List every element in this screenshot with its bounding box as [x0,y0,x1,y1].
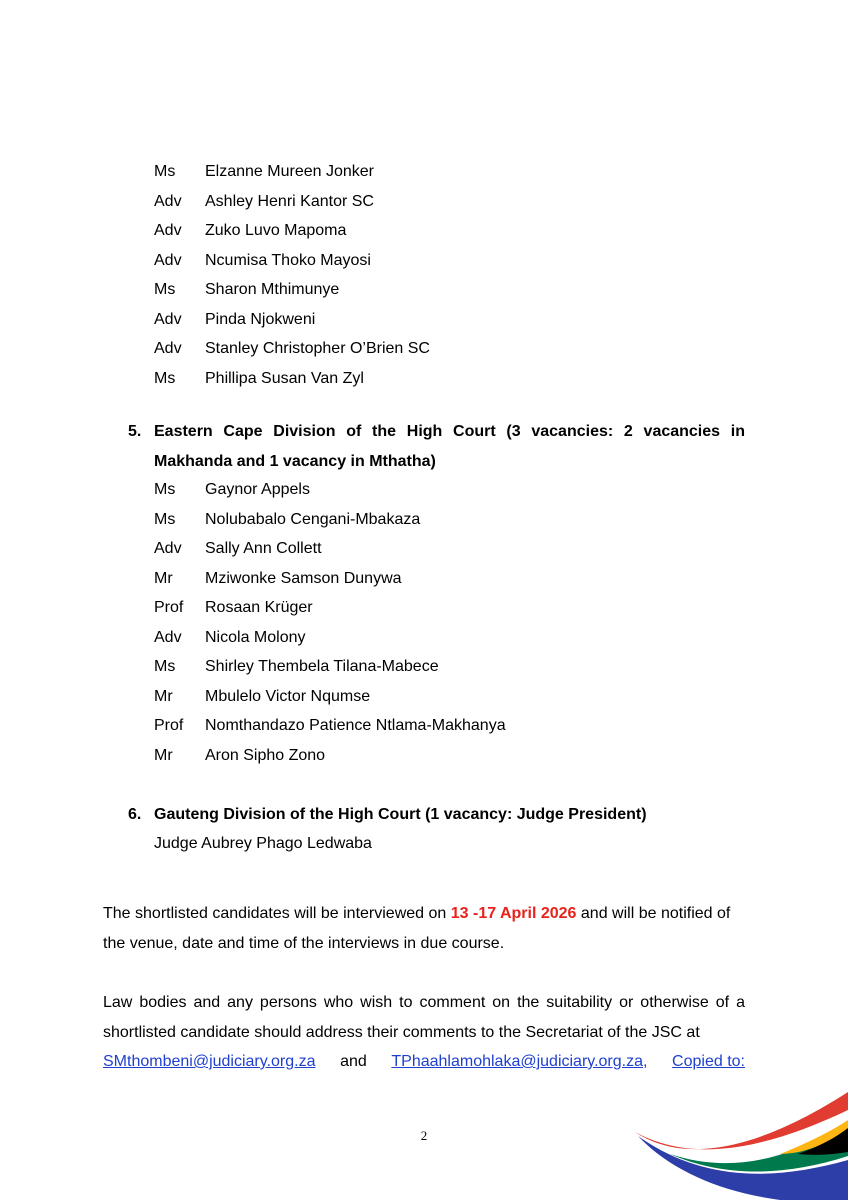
page-number: 2 [420,1128,428,1143]
candidate-row [154,157,430,187]
candidate-row [154,187,430,217]
candidate-row [154,682,506,712]
candidate-name: Rosaan Krüger [205,599,313,616]
candidate-name: Nomthandazo Patience Ntlama-Makhanya [205,717,506,734]
candidate-row [154,305,430,335]
candidate-row [154,593,506,623]
candidate-name: Aron Sipho Zono [205,746,326,764]
candidate-title: Adv [154,628,182,646]
candidate-row [154,564,506,594]
candidate-row [154,711,506,741]
interview-dates: 13 -17 April 2026 [450,905,577,922]
candidate-title: Adv [154,310,182,328]
section-6-candidate: Judge Aubrey Phago Ledwaba [154,835,372,852]
section-6-number: 6. [128,806,142,823]
section-5-title: Eastern Cape Division of the High Court (3 vacancies: 2 vacancies in Makhanda and 1 vacancy in Mthatha) [154,423,745,470]
section-6-title: Gauteng Division of the High Court (1 vacancy: Judge President) [154,806,647,823]
candidate-name: Ncumisa Thoko Mayosi [205,251,371,269]
section-5-number: 5. [128,423,142,440]
interview-paragraph [103,899,745,958]
candidate-name: Ashley Henri Kantor SC [205,192,374,210]
candidate-name: Sally Ann Collett [205,540,322,557]
candidate-name: Elzanne Mureen Jonker [205,163,374,180]
candidate-title: Ms [154,163,176,180]
candidate-row [154,505,506,535]
candidate-row [154,741,506,771]
candidate-list-eastern-cape [154,475,506,770]
candidate-name: Pinda Njokweni [205,310,316,328]
and-text: and [340,1053,367,1070]
candidate-row [154,534,506,564]
candidate-name: Mbulelo Victor Nqumse [205,687,371,705]
candidate-name: Nicola Molony [205,628,306,646]
candidate-name: Zuko Luvo Mapoma [205,222,347,239]
candidate-title: Adv [154,251,182,269]
candidate-title: Mr [154,687,173,705]
candidate-row [154,216,430,246]
candidate-title: Adv [154,192,182,210]
candidate-title: Adv [154,340,182,357]
candidate-name: Mziwonke Samson Dunywa [205,569,402,587]
email-link-smthombeni[interactable]: SMthombeni@judiciary.org.za [103,1053,316,1070]
candidate-title: Mr [154,746,173,764]
candidate-title: Prof [154,599,184,616]
email-link-tphaahlamohlaka[interactable]: TPhaahlamohlaka@judiciary.org.za, [391,1053,648,1070]
candidate-row [154,475,506,505]
candidate-row [154,623,506,653]
candidate-name: Shirley Thembela Tilana-Mabece [205,658,439,675]
candidate-row [154,364,430,394]
candidate-title: Prof [154,717,184,734]
candidate-name: Phillipa Susan Van Zyl [205,369,364,387]
candidate-name: Stanley Christopher O’Brien SC [205,340,430,357]
candidate-title: Ms [154,369,176,387]
candidate-row [154,246,430,276]
candidate-name: Sharon Mthimunye [205,281,340,298]
candidate-title: Adv [154,540,182,557]
flag-ribbon-logo [630,1070,848,1200]
copied-to-link[interactable]: Copied to: [672,1053,745,1070]
candidate-list-western-cape [154,157,430,393]
candidate-title: Ms [154,481,176,498]
interview-text-before: The shortlisted candidates will be interviewed on [103,905,451,922]
candidate-title: Mr [154,569,173,587]
candidate-title: Adv [154,222,182,239]
candidate-name: Gaynor Appels [205,481,310,498]
comment-paragraph [103,988,745,1047]
comment-text: Law bodies and any persons who wish to comment on the suitability or otherwise of a shortlisted candidate should address their comments to the Secretariat of the JSC at [103,994,745,1041]
candidate-title: Ms [154,658,176,675]
candidate-row [154,652,506,682]
candidate-title: Ms [154,281,176,298]
candidate-row [154,334,430,364]
interview-text-after: and will be notified of the venue, date and time of the interviews in due course. [103,905,731,952]
candidate-title: Ms [154,510,176,528]
candidate-name: Nolubabalo Cengani-Mbakaza [205,510,421,528]
candidate-row [154,275,430,305]
